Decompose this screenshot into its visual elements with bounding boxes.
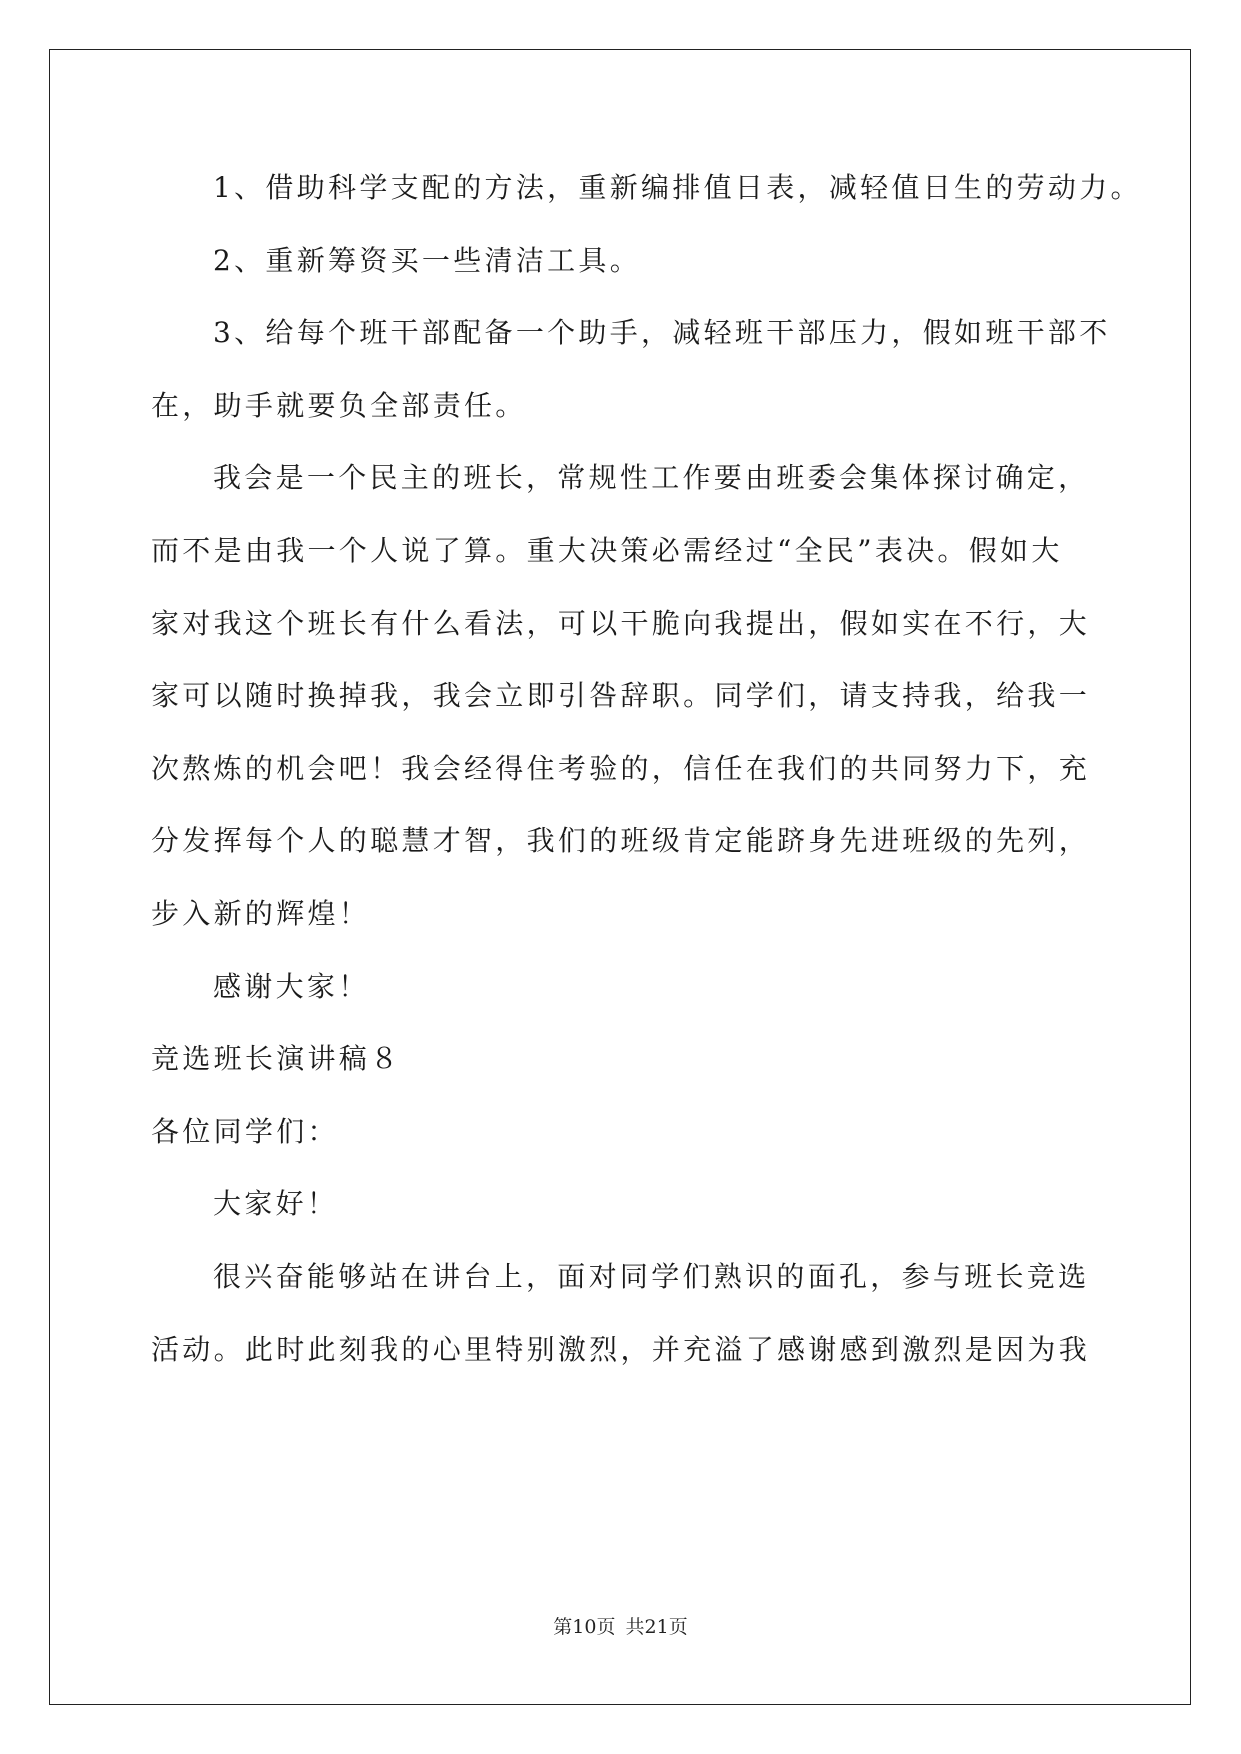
text-line: 1、借助科学支配的方法，重新编排值日表，减轻值日生的劳动力。 — [213, 171, 1142, 204]
total-pages-label: 共21页 — [625, 1616, 688, 1638]
salutation: 各位同学们： — [151, 1114, 339, 1148]
text-line: 在，助手就要负全部责任。 — [151, 388, 527, 422]
current-page-label: 第10页 — [553, 1616, 616, 1638]
text-line: 步入新的辉煌！ — [151, 896, 371, 930]
text-line: 很兴奋能够站在讲台上，面对同学们熟识的面孔，参与班长竞选 — [213, 1259, 1090, 1293]
text-line: 次熬炼的机会吧！我会经得住考验的，信任在我们的共同努力下，充 — [151, 751, 1091, 785]
text-line: 3、给每个班干部配备一个助手，减轻班干部压力，假如班干部不 — [213, 316, 1111, 350]
text-line: 我会是一个民主的班长，常规性工作要由班委会集体探讨确定， — [213, 461, 1090, 495]
text-line: 家对我这个班长有什么看法，可以干脆向我提出，假如实在不行，大 — [151, 606, 1091, 640]
text-line: 家可以随时换掉我，我会立即引咎辞职。同学们，请支持我，给我一 — [151, 679, 1091, 713]
section-heading: 竞选班长演讲稿８ — [151, 1042, 402, 1076]
document-body — [151, 168, 1142, 1402]
text-line: 活动。此时此刻我的心里特别激烈，并充溢了感谢感到激烈是因为我 — [151, 1332, 1091, 1366]
text-line: 分发挥每个人的聪慧才智，我们的班级肯定能跻身先进班级的先列， — [151, 824, 1091, 858]
greeting: 大家好！ — [213, 1187, 339, 1221]
text-line: 2、重新筹资买一些清洁工具。 — [213, 243, 642, 277]
text-line: 而不是由我一个人说了算。重大决策必需经过“全民”表决。假如大 — [151, 533, 1063, 567]
text-line: 感谢大家！ — [213, 969, 370, 1003]
page-footer — [0, 1612, 1241, 1639]
